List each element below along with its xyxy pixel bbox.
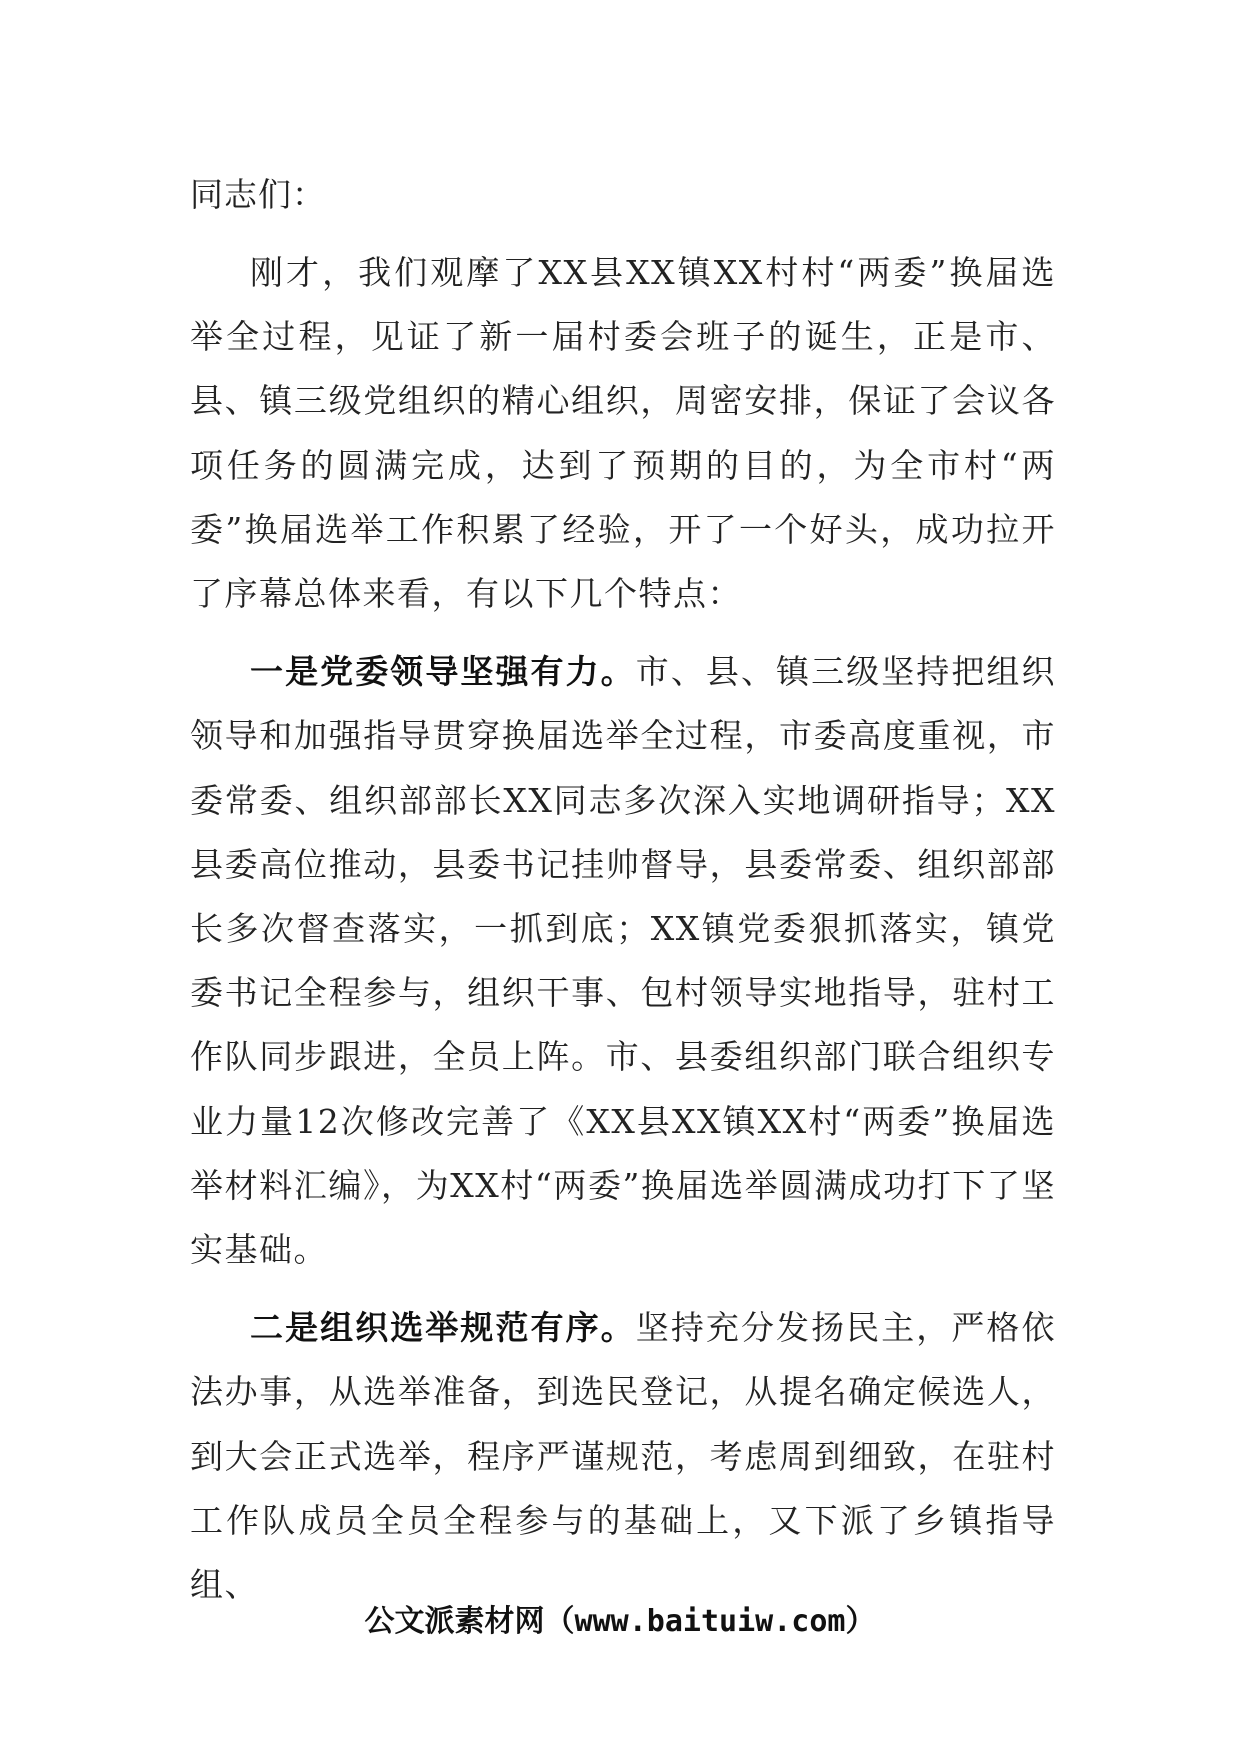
salutation: 同志们： bbox=[190, 175, 326, 214]
paragraph-point-one bbox=[190, 640, 1056, 1282]
paragraph-text: 坚持充分发扬民主，严格依法办事，从选举准备，到选民登记，从提名确定候选人，到大会正式选举，程序严谨规范，考虑周到细致，在驻村工作队成员全员全程参与的基础上，又下派了乡镇指导组、 bbox=[190, 1308, 1057, 1605]
paragraph-intro bbox=[190, 241, 1056, 626]
document-body bbox=[190, 163, 1056, 1631]
paragraph-lead: 一是党委领导坚强有力。 bbox=[250, 652, 636, 692]
paragraph-text: 刚才，我们观摩了XX县XX镇XX村村“两委”换届选举全过程，见证了新一届村委会班子的诞生，正是市、县、镇三级党组织的精心组织，周密安排，保证了会议各项任务的圆满完成，达到了预期的目的，为全市村“两委”换届选举工作积累了经验，开了一个好头，成功拉开了序幕总体来看，有以下几个特点： bbox=[190, 253, 1056, 614]
paragraph-lead: 二是组织选举规范有序。 bbox=[250, 1308, 636, 1348]
paragraph-text: 市、县、镇三级坚持把组织领导和加强指导贯穿换届选举全过程，市委高度重视，市委常委、组织部部长XX同志多次深入实地调研指导；XX县委高位推动，县委书记挂帅督导，县委常委、组织部部长多次督查落实，一抓到底；XX镇党委狠抓落实，镇党委书记全程参与，组织干事、包村领导实地指导，驻村工作队同步跟进，全员上阵。市、县委组织部门联合组织专业力量12次修改完善了《XX县XX镇XX村“两委”换届选举材料汇编》，为XX村“两委”换届选举圆满成功打下了坚实基础。 bbox=[190, 652, 1057, 1270]
paragraph-point-two bbox=[190, 1296, 1056, 1617]
footer-watermark: 公文派素材网（www.baituiw.com） bbox=[364, 1604, 876, 1639]
